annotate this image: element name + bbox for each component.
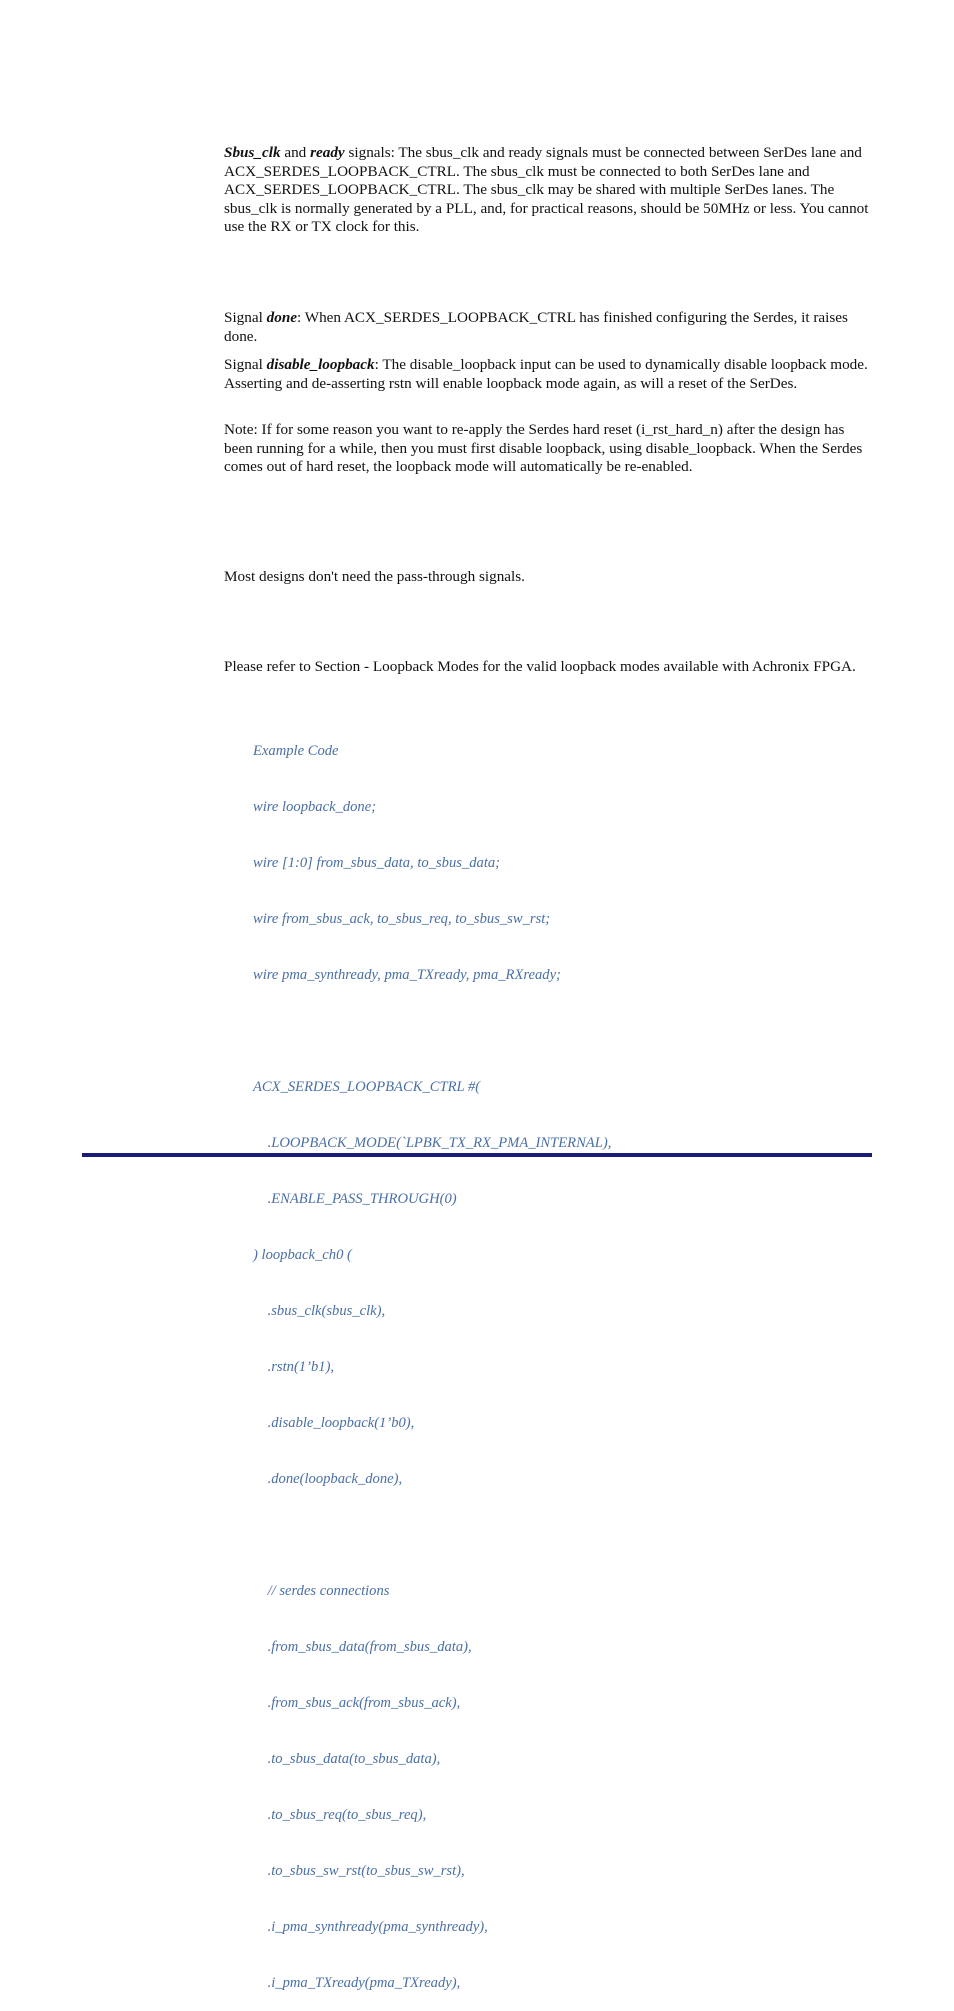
code-line: wire pma_synthready, pma_TXready, pma_RXready; [253,967,561,984]
code-line: // serdes connections [253,1582,390,1599]
code-line: wire loopback_done; [253,799,377,816]
disable-loopback-paragraph [224,356,869,393]
code-line: ) loopback_ch0 ( [253,1247,352,1264]
disable-text: : The disable_loopback input can be used to dynamically disable loopback mode. Asserting and de-asserting rstn will enable loopback mode again, as will a reset of the SerDes. [224,356,868,392]
code-line: .rstn(1’b1), [253,1358,335,1375]
done-text: : When ACX_SERDES_LOOPBACK_CTRL has finished configuring the Serdes, it raises done. [224,309,848,345]
code-line: .i_pma_TXready(pma_TXready), [253,1974,461,1991]
sbus-clk-text: signals: The sbus_clk and ready signals must be connected between SerDes lane and ACX_SERDES_LOOPBACK_CTRL. The sbus_clk must be connected to both SerDes lane and ACX_SERDES_LOOPBACK_CTRL. The sbus_clk may be shared with multiple SerDes lanes. The sbus_clk is normally generated by a PLL, and, for practical reasons, should be 50MHz or less. You cannot use the RX or TX clock for this. [224,144,869,236]
code-line: .from_sbus_data(from_sbus_data), [253,1638,472,1655]
sbus-joiner: and [280,144,311,161]
disable-prefix: Signal [224,356,267,373]
example-code-block [253,705,873,2011]
done-prefix: Signal [224,309,267,326]
code-line: .to_sbus_data(to_sbus_data), [253,1750,441,1767]
sbus-clk-paragraph [224,144,869,237]
code-line: .to_sbus_sw_rst(to_sbus_sw_rst), [253,1862,465,1879]
code-line: .sbus_clk(sbus_clk), [253,1303,386,1319]
code-line-blank [253,1526,873,1545]
code-line: .LOOPBACK_MODE(`LPBK_TX_RX_PMA_INTERNAL), [253,1135,612,1152]
done-paragraph [224,309,869,346]
disable-loopback-term: disable_loopback [266,356,375,373]
code-line: wire from_sbus_ack, to_sbus_req, to_sbus_sw_rst; [253,911,551,928]
done-term: done [266,309,297,326]
code-line: .done(loopback_done), [253,1470,403,1487]
code-line: .from_sbus_ack(from_sbus_ack), [253,1694,461,1711]
code-line: wire [1:0] from_sbus_data, to_sbus_data; [253,855,501,872]
code-line: .i_pma_synthready(pma_synthready), [253,1918,488,1935]
code-line: .disable_loopback(1’b0), [253,1414,415,1431]
footer-divider [82,1153,872,1157]
code-line: ACX_SERDES_LOOPBACK_CTRL #( [253,1079,481,1096]
passthrough-paragraph: Most designs don't need the pass-through signals. [224,568,525,585]
ready-term: ready [310,144,345,161]
code-line: Example Code [253,743,339,760]
sbus-clk-term: Sbus_clk [224,144,281,161]
note-paragraph: Note: If for some reason you want to re-apply the Serdes hard reset (i_rst_hard_n) after the design has been running for a while, then you must first disable loopback, using disable_loopback. When the Serdes comes out of hard reset, the loopback mode will automatically be re-enabled. [224,421,863,476]
code-line: .ENABLE_PASS_THROUGH(0) [253,1191,457,1208]
loopback-modes-reference-paragraph: Please refer to Section - Loopback Modes for the valid loopback modes available with Achronix FPGA. [224,658,856,675]
code-line: .to_sbus_req(to_sbus_req), [253,1806,427,1823]
code-line-blank [253,1022,873,1041]
